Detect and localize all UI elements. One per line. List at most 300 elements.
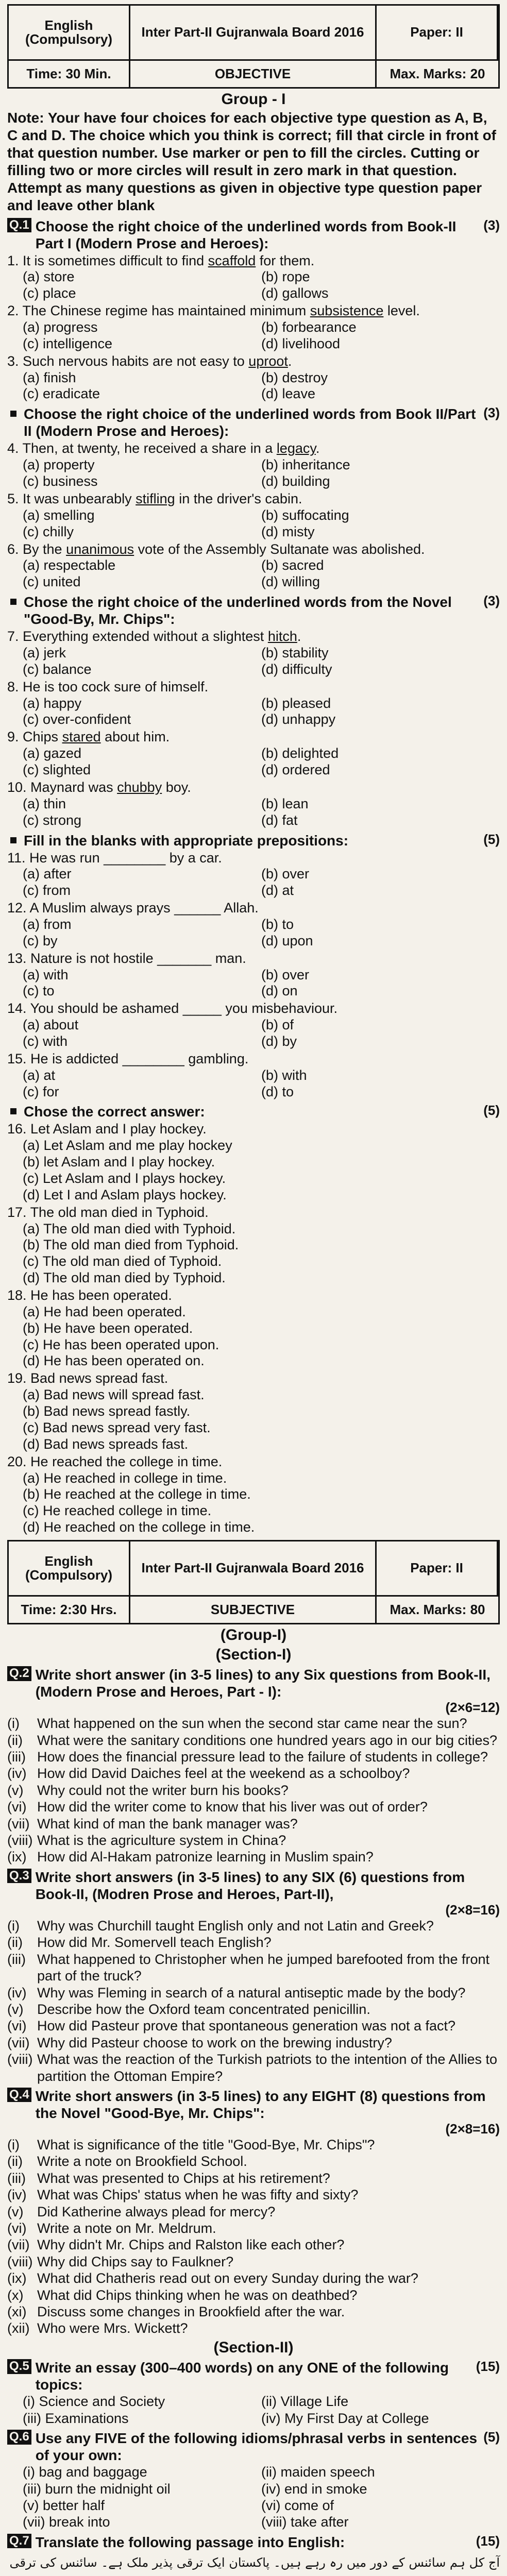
marks-line: (2×8=16) xyxy=(445,1902,500,1918)
mcq-option: (a) store xyxy=(23,269,75,285)
short-question-text: How does the financial pressure lead to the failure of students in college? xyxy=(37,1749,488,1765)
short-question xyxy=(7,1765,500,1782)
mcq-option: (c) for xyxy=(23,1083,59,1099)
bullet-icon xyxy=(10,411,16,417)
short-question xyxy=(7,2287,500,2303)
question-number-badge: Q.1 xyxy=(7,218,31,232)
mcq-text-post: . xyxy=(297,629,301,645)
mcq-option: (c) balance xyxy=(23,661,92,677)
roman-number: (vi) xyxy=(7,2018,27,2034)
mcq-option: (c) by xyxy=(23,933,58,948)
short-question xyxy=(7,1832,500,1849)
mcq-option: (d) at xyxy=(261,883,294,899)
mcq-text-post: vote of the Assembly Sultanate was abolished. xyxy=(134,541,425,557)
mcq-stem xyxy=(7,440,500,457)
essay-topic: (iii) Examinations xyxy=(23,2410,129,2426)
mcq-text-pre: By the xyxy=(23,541,66,557)
mcq-option: (b) with xyxy=(261,1067,307,1083)
short-question xyxy=(7,2001,500,2018)
mcq-underlined-word: unanimous xyxy=(66,541,134,557)
mcq-option: (c) to xyxy=(23,983,55,999)
mcq-stem xyxy=(7,541,500,558)
short-question-text: Why did Chips say to Faulkner? xyxy=(37,2253,234,2269)
q1b-section xyxy=(7,405,500,439)
question-number-badge: Q.5 xyxy=(7,2359,31,2374)
mcq-option: (b) to xyxy=(261,916,294,932)
mcq-text: Bad news spread fast. xyxy=(30,1370,168,1386)
q3-section xyxy=(7,1869,500,1903)
short-question-text: Describe how the Oxford team concentrated penicillin. xyxy=(37,2001,370,2017)
mcq-number: 9. xyxy=(7,729,23,745)
mcq-text-pre: It is sometimes difficult to find xyxy=(23,252,208,268)
question-number-badge: Q.3 xyxy=(7,1869,31,1883)
mcq-option: (c) united xyxy=(23,574,81,590)
short-question-text: What did Chips thinking when he was on deathbed? xyxy=(37,2287,358,2303)
mcq-number: 11. xyxy=(7,850,30,866)
mcq-text: The old man died in Typhoid. xyxy=(30,1204,209,1220)
short-question xyxy=(7,2187,500,2203)
mcq-option: (a) Bad news will spread fast. xyxy=(23,1387,205,1403)
question-heading: Translate the following passage into English: xyxy=(35,2534,345,2550)
mcq-underlined-word: scaffold xyxy=(208,252,256,268)
mcq-text-pre: It was unbearably xyxy=(23,490,136,506)
q6-section xyxy=(7,2430,500,2464)
roman-number: (xii) xyxy=(7,2320,30,2336)
section-1-title: (Section-I) xyxy=(215,1646,292,1663)
mcq-option: (b) let Aslam and I play hockey. xyxy=(23,1154,215,1170)
mcq-stem xyxy=(7,900,500,917)
mcq-number: 13. xyxy=(7,950,31,966)
mcq-option: (d) He has been operated on. xyxy=(23,1353,205,1369)
idiom-item: (ii) maiden speech xyxy=(261,2464,375,2480)
mcq-options xyxy=(7,319,500,352)
roman-number: (i) xyxy=(7,1918,20,1934)
roman-number: (viii) xyxy=(7,2253,33,2269)
essay-topic: (ii) Village Life xyxy=(261,2394,349,2410)
mcq-underlined-word: subsistence xyxy=(310,303,384,319)
mcq-options xyxy=(7,507,500,540)
mcq-text-pre: Then, at twenty, he received a share in a xyxy=(22,440,277,456)
q4-section xyxy=(7,2088,500,2122)
mcq-number: 10. xyxy=(7,779,31,795)
mcq-text-pre: Chips xyxy=(23,729,62,745)
type-cell: SUBJECTIVE xyxy=(130,1595,377,1623)
board-cell: Inter Part-II Gujranwala Board 2016 xyxy=(130,6,377,59)
mcq-option: (d) willing xyxy=(261,574,320,590)
question-marks: (5) xyxy=(483,1103,500,1118)
mcq-number: 14. xyxy=(7,1001,30,1016)
short-question-text: How did the writer come to know that his liver was out of order? xyxy=(37,1799,428,1815)
section-2-title: (Section-II) xyxy=(213,2338,294,2356)
short-question-text: What were the sanitary conditions one hundred years ago in our big cities? xyxy=(37,1732,498,1748)
short-question-text: What was the reaction of the Turkish patriots to the intention of the Allies to partition the Ottoman Empire? xyxy=(37,2052,497,2084)
marks-line: (2×6=12) xyxy=(445,1700,500,1716)
roman-number: (v) xyxy=(7,2204,24,2219)
mcq-option: (c) strong xyxy=(23,812,82,828)
short-question xyxy=(7,2270,500,2286)
mcq-number: 2. xyxy=(7,303,23,319)
question-marks: (5) xyxy=(483,831,500,847)
mcq-option: (c) over-confident xyxy=(23,711,131,727)
bullet-icon xyxy=(10,1108,16,1114)
roman-number: (vi) xyxy=(7,1799,27,1815)
mcq-option: (d) gallows xyxy=(261,285,329,301)
roman-number: (ii) xyxy=(7,1732,23,1748)
marks-cell: Max. Marks: 80 xyxy=(377,1595,498,1623)
mcq-stem xyxy=(7,951,500,967)
mcq-option: (c) slighted xyxy=(23,762,91,778)
short-question xyxy=(7,1749,500,1765)
mcq-stem xyxy=(7,1051,500,1067)
mcq-text: He is addicted ________ gambling. xyxy=(30,1050,249,1066)
mcq-option: (a) finish xyxy=(23,369,76,385)
mcq-option: (c) He has been operated upon. xyxy=(23,1336,219,1352)
short-question-text: Write a note on Brookfield School. xyxy=(37,2154,247,2170)
mcq-stem xyxy=(7,1121,500,1138)
question-heading: Choose the right choice of the underlined words from Book II/Part II (Modern Prose and Heroes): xyxy=(24,406,476,439)
mcq-option: (b) Bad news spread fastly. xyxy=(23,1403,191,1419)
mcq-option: (b) over xyxy=(261,967,310,982)
short-question xyxy=(7,2220,500,2236)
question-heading: Write short answers (in 3-5 lines) to any SIX (6) questions from Book-II, (Modren Prose and Heroes, Part-II), xyxy=(35,1869,465,1902)
type-cell: OBJECTIVE xyxy=(130,59,377,87)
short-question xyxy=(7,1918,500,1934)
mcq-number: 1. xyxy=(7,252,23,268)
idiom-item: (iv) end in smoke xyxy=(261,2481,367,2497)
short-question-text: How did Al-Hakam patronize learning in Muslim spain? xyxy=(37,1849,374,1865)
paper-cell: Paper: II xyxy=(377,1541,498,1595)
roman-number: (iii) xyxy=(7,1951,26,1967)
mcq-option: (a) happy xyxy=(23,695,82,711)
mcq-option: (d) on xyxy=(261,983,298,999)
mcq-stem xyxy=(7,491,500,507)
mcq-options xyxy=(7,696,500,728)
q5-section xyxy=(7,2359,500,2393)
mcq-option: (c) eradicate xyxy=(23,386,100,402)
mcq-option: (c) The old man died of Typhoid. xyxy=(23,1253,222,1269)
short-question xyxy=(7,2236,500,2253)
mcq-options xyxy=(7,1067,500,1100)
mcq-option: (d) livelihood xyxy=(261,335,341,351)
short-question-text: Did Katherine always plead for mercy? xyxy=(37,2204,276,2219)
question-number-badge: Q.2 xyxy=(7,1666,31,1681)
mcq-text-pre: The Chinese regime has maintained minimum xyxy=(22,303,310,319)
mcq-text-pre: Maynard was xyxy=(30,779,117,795)
mcq-option: (a) smelling xyxy=(23,507,95,523)
mcq-text-post: about him. xyxy=(100,729,170,745)
short-question xyxy=(7,2051,500,2084)
objective-header xyxy=(7,4,500,89)
paper-page xyxy=(7,4,500,2576)
mcq-underlined-word: hitch xyxy=(267,629,297,645)
mcq-option: (b) He have been operated. xyxy=(23,1320,193,1336)
mcq-text: He has been operated. xyxy=(30,1287,172,1303)
short-question xyxy=(7,2204,500,2220)
mcq-stem xyxy=(7,1205,500,1221)
mcq-option: (b) forbearance xyxy=(261,319,357,335)
mcq-underlined-word: stifling xyxy=(136,490,175,506)
group-title-2: (Group-I) xyxy=(220,1626,287,1643)
roman-number: (xi) xyxy=(7,2303,27,2319)
roman-number: (vii) xyxy=(7,2237,30,2253)
mcq-option: (b) stability xyxy=(261,645,329,661)
question-heading: Choose the right choice of the underlined words from Book-II Part I (Modern Prose and Heroes): xyxy=(35,218,457,251)
mcq-option: (d) misty xyxy=(261,523,315,539)
mcq-number: 5. xyxy=(7,490,23,506)
short-question-text: How did David Daiches feel at the weekend as a schoolboy? xyxy=(37,1766,410,1782)
roman-number: (viii) xyxy=(7,2052,33,2067)
short-question xyxy=(7,2253,500,2270)
mcq-option: (a) with xyxy=(23,967,69,982)
short-question xyxy=(7,2153,500,2170)
roman-number: (vii) xyxy=(7,1816,30,1832)
short-question-text: How did Pasteur prove that spontaneous generation was not a fact? xyxy=(37,2018,456,2034)
idiom-item: (vii) break into xyxy=(23,2514,110,2530)
mcq-number: 20. xyxy=(7,1453,31,1469)
mcq-option: (c) Let Aslam and I plays hockey. xyxy=(23,1171,226,1187)
roman-number: (iii) xyxy=(7,1749,26,1765)
short-question xyxy=(7,1799,500,1815)
mcq-stem xyxy=(7,303,500,319)
mcq-text-post: level. xyxy=(383,303,420,319)
question-heading: Write short answer (in 3-5 lines) to any Six questions from Book-II,(Modern Prose and Heroes, Part - I): xyxy=(35,1667,491,1700)
question-marks: (3) xyxy=(483,593,500,609)
short-question-text: What is the agriculture system in China? xyxy=(37,1833,286,1849)
mcq-option: (d) upon xyxy=(261,933,313,948)
urdu-passage: آج کل ہم سائنس کے دور میں رہ رہے ہیں۔ پاکستان ایک ترقی پذیر ملک ہے۔ سائنس کی ترقی xyxy=(9,2555,500,2570)
q2-section xyxy=(7,1666,500,1700)
short-question-text: What did Chatheris read out on every Sunday during the war? xyxy=(37,2270,418,2286)
time-cell: Time: 2:30 Hrs. xyxy=(9,1595,130,1623)
short-question xyxy=(7,2170,500,2187)
short-question-text: What was presented to Chips at his retirement? xyxy=(37,2170,330,2186)
mcq-option: (b) The old man died from Typhoid. xyxy=(23,1237,239,1253)
mcq-text-post: . xyxy=(315,440,320,456)
mcq-option: (c) business xyxy=(23,473,98,489)
mcq-number: 3. xyxy=(7,353,23,369)
mcq-number: 8. xyxy=(7,679,23,694)
roman-number: (vi) xyxy=(7,2221,27,2236)
mcq-stem xyxy=(7,779,500,796)
question-heading: Fill in the blanks with appropriate prepositions: xyxy=(24,832,349,849)
question-number-badge: Q.7 xyxy=(7,2534,31,2548)
mcq-option: (a) respectable xyxy=(23,557,116,573)
roman-number: (iii) xyxy=(7,2170,26,2186)
mcq-stem xyxy=(7,1001,500,1017)
mcq-option: (b) destroy xyxy=(261,369,328,385)
question-marks: (15) xyxy=(476,2359,500,2375)
mcq-options xyxy=(7,557,500,590)
mcq-text: He reached the college in time. xyxy=(30,1453,223,1469)
short-question xyxy=(7,1816,500,1832)
mcq-option: (a) progress xyxy=(23,319,98,335)
short-question xyxy=(7,1715,500,1732)
mcq-options xyxy=(7,866,500,899)
mcq-stem xyxy=(7,353,500,370)
mcq-option: (b) over xyxy=(261,866,310,882)
mcq-option: (d) building xyxy=(261,473,330,489)
short-question xyxy=(7,2018,500,2034)
mcq-option: (d) The old man died by Typhoid. xyxy=(23,1270,226,1286)
bullet-icon xyxy=(10,599,16,605)
mcq-text: Nature is not hostile _______ man. xyxy=(30,950,246,966)
mcq-option: (a) gazed xyxy=(23,745,82,761)
instructions-note: Note: Your have four choices for each objective type question as A, B, C and D. The choice which you think is correct; fill that circle in front of that question number. Use marker or pen to fill the circles. Cutting or filling two or more circles will result in zero mark in that question. Attempt as many questions as given in objective type question paper and leave other blank xyxy=(7,109,497,214)
paper-cell: Paper: II xyxy=(377,6,498,59)
essay-topic: (iv) My First Day at College xyxy=(261,2410,429,2426)
question-heading: Chose the correct answer: xyxy=(24,1104,205,1120)
question-marks: (3) xyxy=(483,217,500,233)
roman-number: (vii) xyxy=(7,2035,30,2050)
mcq-option: (c) intelligence xyxy=(23,335,113,351)
mcq-option: (b) suffocating xyxy=(261,507,349,523)
group-title: Group - I xyxy=(221,91,286,108)
short-question-text: What kind of man the bank manager was? xyxy=(37,1816,298,1832)
mcq-number: 16. xyxy=(7,1121,31,1137)
short-question xyxy=(7,1951,500,1985)
mcq-number: 18. xyxy=(7,1287,31,1303)
subject-cell: English (Compulsory) xyxy=(9,6,130,59)
mcq-options xyxy=(7,745,500,778)
short-question xyxy=(7,1732,500,1749)
mcq-text: A Muslim always prays ______ Allah. xyxy=(29,900,259,916)
short-question-text: Why was Fleming in search of a natural antiseptic made by the body? xyxy=(37,1985,466,2001)
mcq-stem xyxy=(7,729,500,745)
mcq-text: He was run ________ by a car. xyxy=(29,850,222,866)
mcq-option: (b) sacred xyxy=(261,557,324,573)
essay-topic: (i) Science and Society xyxy=(23,2394,165,2410)
q1-section xyxy=(7,218,500,252)
mcq-text: Let Aslam and I play hockey. xyxy=(30,1121,207,1137)
mcq-options xyxy=(7,796,500,829)
mcq-option: (a) He reached in college in time. xyxy=(23,1470,227,1486)
short-question xyxy=(7,1934,500,1951)
mcq-stem xyxy=(7,850,500,867)
question-number-badge: Q.4 xyxy=(7,2088,31,2102)
mcq-option: (a) jerk xyxy=(23,645,66,661)
idioms-list xyxy=(7,2464,500,2531)
question-marks: (5) xyxy=(483,2429,500,2445)
mcq-option: (d) Let I and Aslam plays hockey. xyxy=(23,1187,227,1202)
mcq-underlined-word: legacy xyxy=(276,440,316,456)
idiom-item: (i) bag and baggage xyxy=(23,2464,147,2480)
mcq-option: (a) from xyxy=(23,916,72,932)
idiom-item: (v) better half xyxy=(23,2498,105,2514)
mcq-underlined-word: uproot xyxy=(248,353,288,369)
mcq-number: 6. xyxy=(7,541,23,557)
short-question-text: What is significance of the title "Good-Bye, Mr. Chips"? xyxy=(37,2137,375,2153)
mcq-option: (a) The old man died with Typhoid. xyxy=(23,1221,236,1236)
q1e-section xyxy=(7,1103,500,1120)
question-heading: Use any FIVE of the following idioms/phrasal verbs in sentences of your own: xyxy=(35,2430,478,2464)
mcq-stem xyxy=(7,253,500,269)
q1c-section xyxy=(7,594,500,628)
short-question xyxy=(7,2137,500,2153)
mcq-text: You should be ashamed _____ you misbehaviour. xyxy=(30,1001,338,1016)
mcq-options xyxy=(7,645,500,678)
short-question xyxy=(7,1782,500,1799)
short-question-text: Why didn't Mr. Chips and Ralston like each other? xyxy=(37,2237,345,2253)
mcq-text-pre: Such nervous habits are not easy to xyxy=(23,353,249,369)
mcq-text-post: for them. xyxy=(256,252,315,268)
mcq-option: (b) delighted xyxy=(261,745,339,761)
mcq-option: (b) lean xyxy=(261,795,309,811)
short-question-text: What happened to Christopher when he jumped barefooted from the front part of the truck? xyxy=(37,1951,490,1984)
mcq-option: (a) after xyxy=(23,866,72,882)
mcq-options xyxy=(7,967,500,1000)
short-question-text: Why was Churchill taught English only and not Latin and Greek? xyxy=(37,1918,434,1934)
roman-number: (iv) xyxy=(7,1766,27,1782)
idiom-item: (vi) come of xyxy=(261,2498,334,2514)
roman-number: (i) xyxy=(7,2137,20,2153)
mcq-option: (b) of xyxy=(261,1017,294,1033)
short-question-text: Why could not the writer burn his books? xyxy=(37,1782,289,1798)
mcq-option: (d) fat xyxy=(261,812,298,828)
mcq-stem xyxy=(7,1370,500,1387)
mcq-option: (a) Let Aslam and me play hockey xyxy=(23,1138,232,1154)
mcq-option: (d) difficulty xyxy=(261,661,332,677)
mcq-text-post: in the driver's cabin. xyxy=(175,490,302,506)
question-heading: Write an essay (300–400 words) on any ONE of the following topics: xyxy=(35,2360,449,2393)
roman-number: (iv) xyxy=(7,1985,27,2001)
q7-section xyxy=(7,2534,500,2551)
mcq-option: (c) Bad news spread very fast. xyxy=(23,1419,211,1435)
mcq-option: (a) about xyxy=(23,1017,79,1033)
mcq-text-post: . xyxy=(288,353,292,369)
time-cell: Time: 30 Min. xyxy=(9,59,130,87)
mcq-option: (d) leave xyxy=(261,386,316,402)
roman-number: (ix) xyxy=(7,2270,27,2286)
idiom-item: (viii) take after xyxy=(261,2514,349,2530)
question-number-badge: Q.6 xyxy=(7,2430,31,2444)
mcq-option: (b) rope xyxy=(261,269,310,285)
short-question xyxy=(7,2303,500,2320)
mcq-option: (a) at xyxy=(23,1067,56,1083)
mcq-number: 17. xyxy=(7,1204,30,1220)
short-question-text: Discuss some changes in Brookfield after the war. xyxy=(37,2303,345,2319)
short-question-text: Why did Pasteur choose to work on the brewing industry? xyxy=(37,2035,392,2050)
mcq-number: 4. xyxy=(7,440,23,456)
mcq-stem xyxy=(7,1454,500,1470)
mcq-option: (d) by xyxy=(261,1033,297,1049)
mcq-options xyxy=(7,917,500,950)
roman-number: (iv) xyxy=(7,2187,27,2203)
mcq-text-pre: He is too cock sure of himself. xyxy=(23,679,209,694)
mcq-option: (d) unhappy xyxy=(261,711,336,727)
short-question-text: Write a note on Mr. Meldrum. xyxy=(37,2221,216,2236)
mcq-options xyxy=(7,370,500,403)
mcq-stem xyxy=(7,1287,500,1304)
roman-number: (ii) xyxy=(7,2154,23,2170)
mcq-underlined-word: stared xyxy=(62,729,101,745)
roman-number: (v) xyxy=(7,2001,24,2017)
subject-cell: English (Compulsory) xyxy=(9,1541,130,1595)
mcq-options xyxy=(7,1017,500,1050)
mcq-text-pre: Everything extended without a slightest xyxy=(23,629,268,645)
idiom-item: (iii) burn the midnight oil xyxy=(23,2481,171,2497)
roman-number: (v) xyxy=(7,1782,24,1798)
mcq-number: 15. xyxy=(7,1050,31,1066)
bullet-icon xyxy=(10,837,16,843)
short-question xyxy=(7,1985,500,2001)
mcq-option: (d) to xyxy=(261,1083,294,1099)
mcq-option: (b) inheritance xyxy=(261,457,350,473)
mcq-underlined-word: chubby xyxy=(117,779,162,795)
mcq-number: 7. xyxy=(7,629,23,645)
mcq-option: (c) chilly xyxy=(23,523,74,539)
mcq-option: (b) He reached at the college in time. xyxy=(23,1486,251,1502)
board-cell: Inter Part-II Gujranwala Board 2016 xyxy=(130,1541,377,1595)
